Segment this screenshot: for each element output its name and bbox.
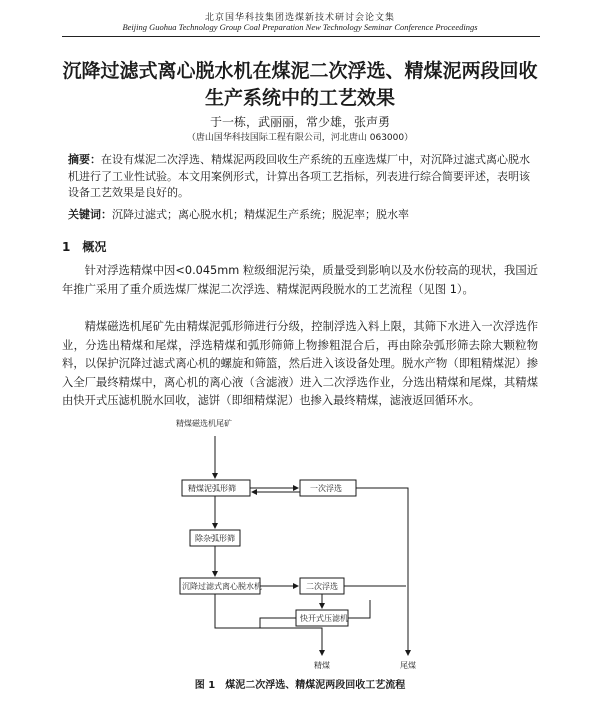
title-line-2: 生产系统中的工艺效果 xyxy=(204,87,395,109)
title-line-1: 沉降过滤式离心脱水机在煤泥二次浮选、精煤泥两段回收 xyxy=(62,60,538,82)
paper-title xyxy=(50,58,550,112)
centrifuge-label: 沉降过滤式离心脱水机 xyxy=(182,582,262,591)
line-filtrate xyxy=(348,600,370,618)
paragraph-1: 针对浮选精煤中因<0.045mm 粒级细泥污染，质量受到影响以及水份较高的现状，我国近年推广采用了重介质选煤厂煤泥二次浮选、精煤泥两段脱水的工艺流程（见图 1）。 xyxy=(62,264,538,296)
section-title: 1 概况 xyxy=(62,240,107,254)
abstract-label: 摘要： xyxy=(68,153,101,166)
keywords-label: 关键词： xyxy=(68,208,112,221)
line-press-cake xyxy=(260,618,296,628)
keywords-text: 沉降过滤式；离心脱水机；精煤泥生产系统；脱泥率；脱水率 xyxy=(112,208,409,221)
figure-caption: 图 1 煤泥二次浮选、精煤泥两段回收工艺流程 xyxy=(194,680,406,691)
paragraph-2: 精煤磁选机尾矿先由精煤泥弧形筛进行分级，控制浮选入料上限，其筛下水进入一次浮选作业，分选出精煤和尾煤，浮选精煤和弧形筛筛上物掺粗混合后，再由除杂弧形筛去除大颗粒物料，以保护沉降过滤式离心机的螺旋和筛篮，然后进入该设备处理。脱水产物（即粗精煤泥）掺入全厂最终精煤中，离心机的离心液（含滤液）进入二次浮选作业，分选出精煤和尾煤，其精煤由快开式压滤机脱水回收，滤饼（即细精煤泥）也掺入最终精煤，滤液返回循环水。 xyxy=(62,320,538,407)
screen-label: 精煤泥弧形筛 xyxy=(188,484,236,493)
flowchart xyxy=(120,400,440,672)
header-english: Beijing Guohua Technology Group Coal Preparation New Technology Seminar Conference Proceedings xyxy=(122,22,478,32)
feed-label: 精煤磁选机尾矿 xyxy=(176,419,232,428)
line-tail-main xyxy=(356,488,408,655)
trash-screen-label: 除杂弧形筛 xyxy=(195,534,235,543)
keywords xyxy=(68,206,538,222)
header-rule xyxy=(62,36,540,37)
affiliation: （唐山国华科技国际工程有限公司，河北唐山 063000） xyxy=(186,133,414,143)
filter-press-label: 快开式压滤机 xyxy=(300,614,348,623)
clean-coal-label: 精煤 xyxy=(314,661,330,670)
tailings-label: 尾煤 xyxy=(400,661,416,670)
flotation2-label: 二次浮选 xyxy=(306,582,338,591)
abstract-text: 在设有煤泥二次浮选、精煤泥两段回收生产系统的五座选煤厂中，对沉降过滤式离心脱水机进行了工业性试验。本文用案例形式，计算出各项工艺指标，列表进行综合简要评述，表明该设备工艺效果是良好的。 xyxy=(68,153,530,199)
header-chinese: 北京国华科技集团选煤新技术研讨会论文集 xyxy=(204,13,395,23)
authors: 于一栋，武丽丽，常少雄，张声勇 xyxy=(209,115,390,129)
flotation1-label: 一次浮选 xyxy=(310,484,342,493)
abstract xyxy=(68,152,530,202)
